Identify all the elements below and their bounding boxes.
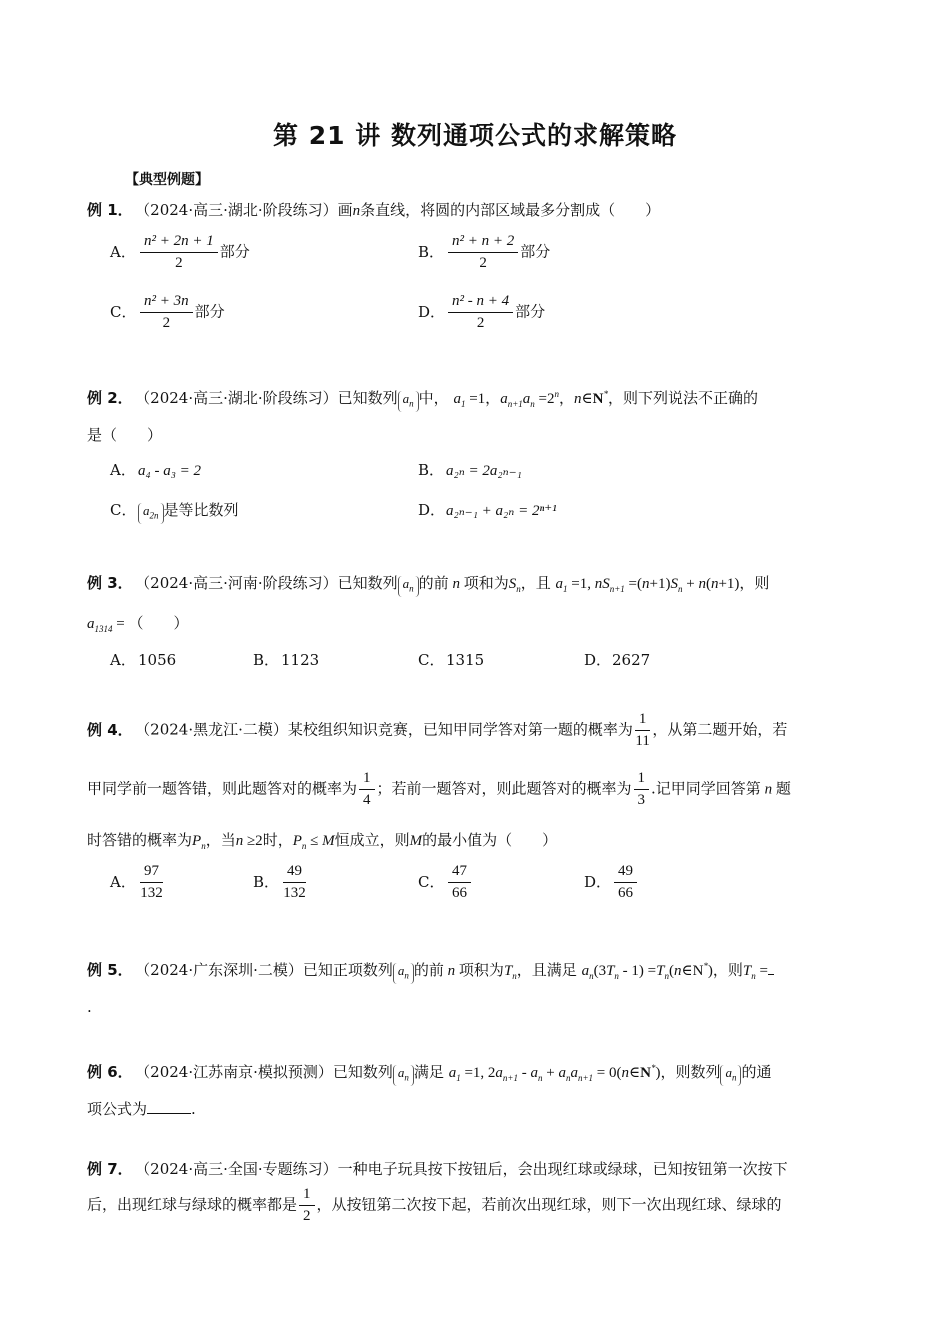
example-3-option-c[interactable]: C． 1315 — [418, 651, 485, 669]
example-7-stem: 例 7． （2024·高三·全国·专题练习）一种电子玩具按下按钮后，会出现红球或绿球，已知按钮第一次按下 — [87, 1160, 788, 1178]
example-3-stem: 例 3． （2024·高三·河南·阶段练习）已知数列 $a_n$ 的前 n 项和为$S_n$，且 $a_1 =1$, $nS_{n+1} =(n+1)S_n + n(n+1)$，则 — [87, 572, 769, 597]
example-label: 例 1． — [87, 201, 133, 219]
example-4-option-b[interactable]: B． $\frac{49}{132}$ — [253, 863, 306, 901]
example-1-option-d[interactable]: D． $\frac{\text{n² - n + 4}}{2}$ 部分 — [418, 293, 546, 331]
example-4-option-c[interactable]: C． $\frac{47}{66}$ — [418, 863, 473, 902]
fraction: $\frac{\text{n² + 2n + 1}}{2}$ — [140, 233, 218, 272]
example-1-option-a[interactable]: A． $\frac{\text{n² + 2n + 1}}{2}$ 部分 — [110, 233, 250, 271]
example-4-option-d[interactable]: D． $\frac{49}{66}$ — [584, 863, 639, 902]
example-3-option-a[interactable]: A． 1056 — [110, 651, 177, 669]
answer-blank[interactable] — [147, 1101, 191, 1114]
example-source: （2024·高三·湖北·阶段练习） — [142, 201, 338, 219]
example-1-option-b[interactable]: B． $\frac{\text{n² + n + 2}}{2}$ 部分 — [418, 233, 551, 271]
example-2-option-b[interactable]: B． a₂ₙ = 2a₂ₙ₋₁ — [418, 461, 522, 479]
example-5-stem: 例 5． （2024·广东深圳·二模）已知正项数列 $a_n$ 的前 n 项积为$T_n$，且满足 $a_n(3T_n - 1)$ $=T_n(n\in N^*)$，则$T_n$ = — [87, 959, 774, 984]
example-2-option-d[interactable]: D．a₂ₙ₋₁ + a₂ₙ = 2ⁿ⁺¹ — [418, 501, 557, 519]
example-1-option-c[interactable]: C． $\frac{\text{n² + 3n}}{2}$ 部分 — [110, 293, 225, 331]
fraction: $\frac{\text{n² + n + 2}}{2}$ — [448, 233, 518, 272]
page-title: 第 21 讲 数列通项公式的求解策略 — [273, 121, 677, 150]
fraction: $\frac{\text{n² + 3n}}{2}$ — [140, 293, 193, 332]
example-2-option-a[interactable]: A． a₄ - a₃ = 2 — [110, 461, 202, 479]
example-2-option-c[interactable]: C． $a_{2n}$ 是等比数列 — [110, 499, 239, 524]
example-1-stem: 例 1． （2024·高三·湖北·阶段练习）画n条直线，将圆的内部区域最多分割成（ ） — [87, 201, 661, 219]
fraction: $\frac{\text{n² - n + 4}}{2}$ — [448, 293, 513, 332]
example-2-stem: 例 2． （2024·高三·湖北·阶段练习）已知数列 $a_n$ 中， $a_1 =1$，$a_{n+1}a_n =2^n$，n∈N*，则下列说法不正确的 — [87, 387, 758, 412]
section-heading: 【典型例题】 — [125, 172, 209, 188]
example-6-stem: 例 6． （2024·江苏南京·模拟预测）已知数列 $a_n$ 满足 $a_1 =1$, $2a_{n+1} - a_n + a_na_{n+1}$ = 0(n∈N*)，则数列 $a_n$ 的通 — [87, 1061, 772, 1086]
example-4-option-a[interactable]: A． $\frac{97}{132}$ — [110, 863, 163, 901]
example-3-option-d[interactable]: D．2627 — [584, 651, 651, 669]
example-3-option-b[interactable]: B． 1123 — [253, 651, 320, 669]
example-4-stem: 例 4． （2024·黑龙江·二模）某校组织知识竞赛，已知甲同学答对第一题的概率为 $\frac{1}{11}$ ，从第二题开始，若 — [87, 711, 788, 749]
